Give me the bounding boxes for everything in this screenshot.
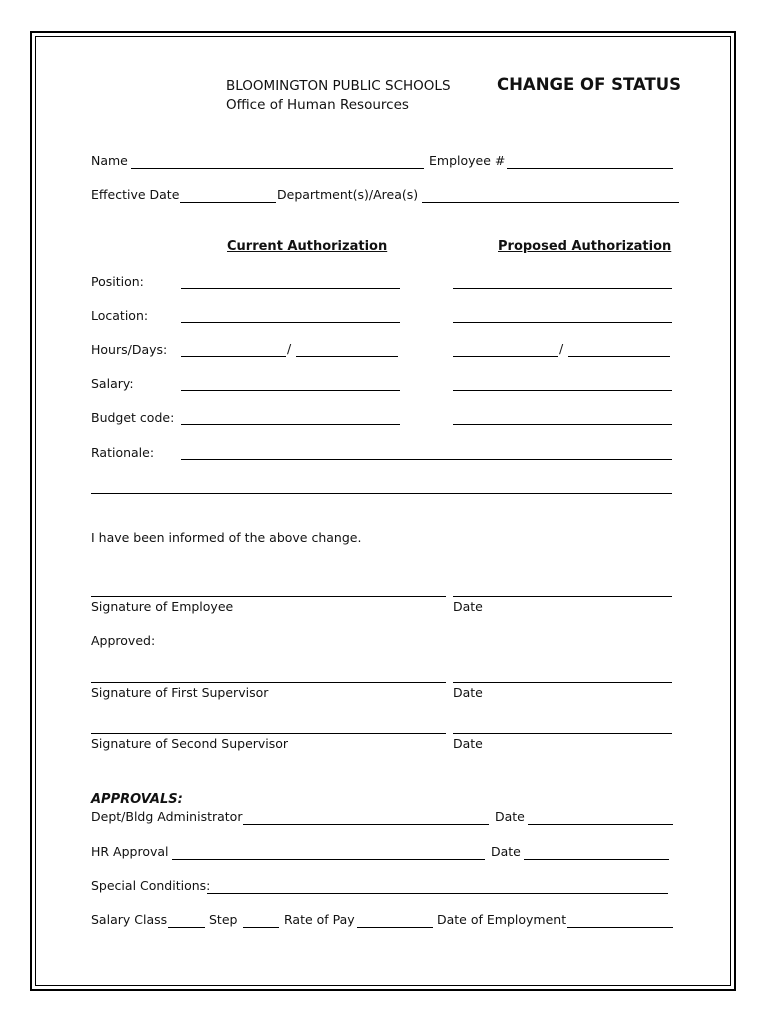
department-label: Department(s)/Area(s) <box>277 187 419 202</box>
org-name: BLOOMINGTON PUBLIC SCHOOLS <box>226 78 451 94</box>
rationale-label: Rationale: <box>91 445 155 460</box>
hr-approval-date-label: Date <box>491 844 521 859</box>
first-supervisor-signature-field[interactable] <box>91 682 446 683</box>
current-hours-field[interactable] <box>181 356 286 357</box>
approved-label: Approved: <box>91 633 156 648</box>
current-budget-code-field[interactable] <box>181 424 400 425</box>
employee-number-label: Employee # <box>429 153 506 168</box>
effective-date-label: Effective Date <box>91 187 180 202</box>
location-label: Location: <box>91 308 149 323</box>
department-field[interactable] <box>422 202 679 203</box>
hours-days-label: Hours/Days: <box>91 342 168 357</box>
dept-admin-date-field[interactable] <box>528 824 673 825</box>
form-title: CHANGE OF STATUS <box>497 75 681 94</box>
rationale-field-line-2[interactable] <box>91 493 672 494</box>
dept-admin-label: Dept/Bldg Administrator <box>91 809 243 824</box>
first-supervisor-date-label: Date <box>453 685 483 700</box>
step-field[interactable] <box>243 927 279 928</box>
acknowledgement-statement: I have been informed of the above change. <box>91 530 362 545</box>
second-supervisor-label: Signature of Second Supervisor <box>91 736 289 751</box>
name-field[interactable] <box>131 168 424 169</box>
first-supervisor-label: Signature of First Supervisor <box>91 685 269 700</box>
rate-of-pay-label: Rate of Pay <box>284 912 355 927</box>
proposed-hours-separator: / <box>559 341 564 356</box>
salary-class-label: Salary Class <box>91 912 168 927</box>
proposed-budget-code-field[interactable] <box>453 424 672 425</box>
employee-date-label: Date <box>453 599 483 614</box>
proposed-location-field[interactable] <box>453 322 672 323</box>
employee-signature-label: Signature of Employee <box>91 599 234 614</box>
date-of-employment-label: Date of Employment <box>437 912 567 927</box>
current-hours-separator: / <box>287 341 292 356</box>
second-supervisor-date-field[interactable] <box>453 733 672 734</box>
name-label: Name <box>91 153 128 168</box>
employee-signature-date-field[interactable] <box>453 596 672 597</box>
office-name: Office of Human Resources <box>226 97 409 113</box>
special-conditions-label: Special Conditions: <box>91 878 211 893</box>
salary-label: Salary: <box>91 376 134 391</box>
current-position-field[interactable] <box>181 288 400 289</box>
proposed-position-field[interactable] <box>453 288 672 289</box>
current-days-field[interactable] <box>296 356 398 357</box>
second-supervisor-date-label: Date <box>453 736 483 751</box>
first-supervisor-date-field[interactable] <box>453 682 672 683</box>
date-of-employment-field[interactable] <box>567 927 673 928</box>
salary-class-field[interactable] <box>168 927 205 928</box>
employee-number-field[interactable] <box>507 168 673 169</box>
current-authorization-heading: Current Authorization <box>227 239 388 254</box>
current-salary-field[interactable] <box>181 390 400 391</box>
hr-approval-label: HR Approval <box>91 844 169 859</box>
step-label: Step <box>209 912 238 927</box>
proposed-hours-field[interactable] <box>453 356 558 357</box>
current-location-field[interactable] <box>181 322 400 323</box>
special-conditions-field[interactable] <box>207 893 668 894</box>
approvals-heading: APPROVALS: <box>91 792 183 807</box>
dept-admin-date-label: Date <box>495 809 525 824</box>
rationale-field[interactable] <box>181 459 672 460</box>
proposed-authorization-heading: Proposed Authorization <box>498 239 672 254</box>
position-label: Position: <box>91 274 144 289</box>
effective-date-field[interactable] <box>180 202 276 203</box>
proposed-days-field[interactable] <box>568 356 670 357</box>
rate-of-pay-field[interactable] <box>357 927 433 928</box>
proposed-salary-field[interactable] <box>453 390 672 391</box>
hr-approval-date-field[interactable] <box>524 859 669 860</box>
second-supervisor-signature-field[interactable] <box>91 733 446 734</box>
budget-code-label: Budget code: <box>91 410 175 425</box>
employee-signature-field[interactable] <box>91 596 446 597</box>
hr-approval-field[interactable] <box>172 859 485 860</box>
dept-admin-field[interactable] <box>243 824 489 825</box>
